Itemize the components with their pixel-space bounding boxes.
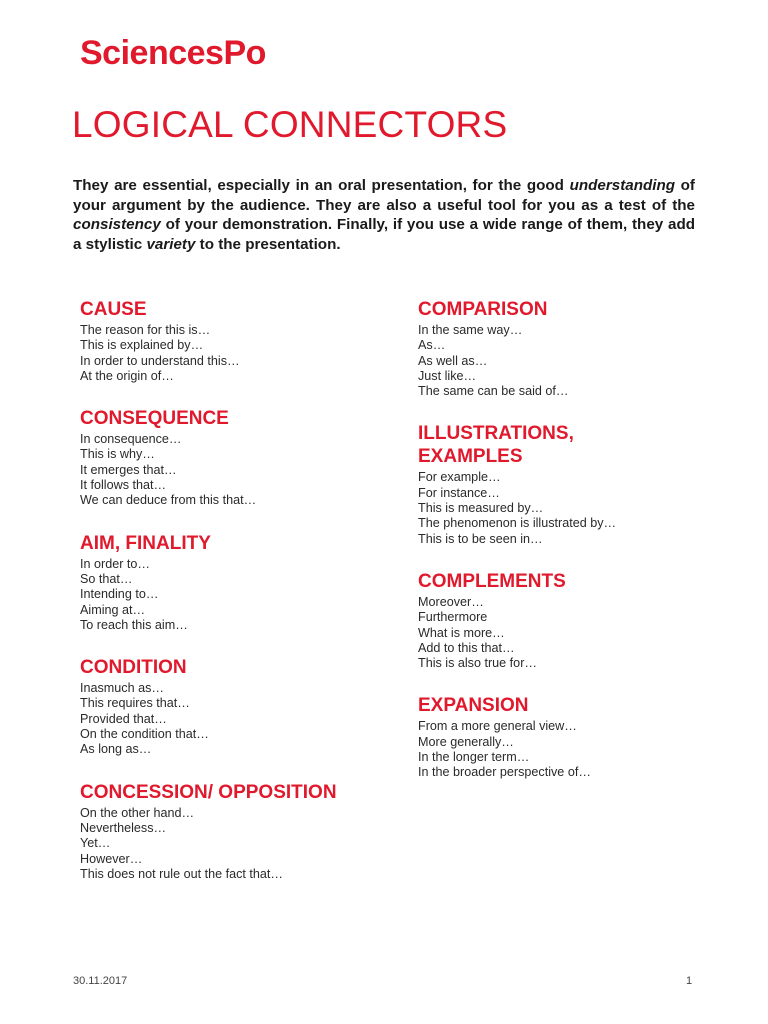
connector-list-comparison xyxy=(418,323,738,399)
list-item: We can deduce from this that… xyxy=(80,493,257,508)
list-item: At the origin of… xyxy=(80,368,174,383)
connector-list-condition xyxy=(80,681,400,757)
section-expansion xyxy=(418,694,738,780)
list-item: Aiming at… xyxy=(80,602,146,617)
page-title: LOGICAL CONNECTORS xyxy=(72,104,508,145)
connector-list-concession xyxy=(80,806,400,882)
section-cause xyxy=(80,298,400,384)
list-item: In order to understand this… xyxy=(80,353,240,368)
section-condition xyxy=(80,656,400,757)
intro-emphasis-consistency: consistency xyxy=(73,216,161,233)
list-item: This is to be seen in… xyxy=(418,531,543,546)
list-item: In the broader perspective of… xyxy=(418,765,591,780)
connector-list-complements xyxy=(418,595,738,671)
section-heading-consequence: CONSEQUENCE xyxy=(80,408,229,430)
list-item: In consequence… xyxy=(80,432,182,447)
list-item: However… xyxy=(80,851,143,866)
right-column xyxy=(418,298,738,781)
list-item: The phenomenon is illustrated by… xyxy=(418,516,617,531)
section-heading-condition: CONDITION xyxy=(80,657,187,679)
section-heading-aim: AIM, FINALITY xyxy=(80,532,211,554)
list-item: It emerges that… xyxy=(80,462,177,477)
connector-list-cause xyxy=(80,323,400,384)
section-complements xyxy=(418,570,738,671)
section-heading-concession: CONCESSION/ OPPOSITION xyxy=(80,781,337,803)
connector-list-expansion xyxy=(418,719,738,780)
list-item: More generally… xyxy=(418,734,514,749)
section-heading-expansion: EXPANSION xyxy=(418,695,529,717)
intro-text-1: They are essential, especially in an oral presentation, for the good xyxy=(73,177,570,194)
section-consequence xyxy=(80,407,400,508)
list-item: This requires that… xyxy=(80,696,190,711)
connector-list-illustrations xyxy=(418,470,738,546)
sciencespo-logo: SciencesPo xyxy=(80,34,266,72)
section-heading-illustrations: ILLUSTRATIONS, EXAMPLES xyxy=(418,423,574,468)
list-item: To reach this aim… xyxy=(80,617,188,632)
section-concession xyxy=(80,781,400,882)
list-item: The same can be said of… xyxy=(418,384,569,399)
list-item: In the same way… xyxy=(418,323,523,337)
section-heading-comparison: COMPARISON xyxy=(418,299,548,320)
list-item: The reason for this is… xyxy=(80,323,211,337)
intro-text-3: of your demonstration. Finally, if you use a wide range of them, they add a stylistic xyxy=(73,216,695,253)
list-item: For instance… xyxy=(418,485,500,500)
section-heading-cause: CAUSE xyxy=(80,299,147,320)
intro-text-4: to the presentation. xyxy=(195,235,341,253)
intro-paragraph xyxy=(73,176,695,254)
list-item: This is measured by… xyxy=(418,501,544,516)
section-heading-complements: COMPLEMENTS xyxy=(418,570,566,592)
footer-date: 30.11.2017 xyxy=(73,975,128,987)
connector-list-aim xyxy=(80,557,400,633)
list-item: It follows that… xyxy=(80,478,167,493)
intro-emphasis-understanding: understanding xyxy=(569,177,676,194)
list-item: Moreover… xyxy=(418,594,484,609)
list-item: Yet… xyxy=(80,836,111,851)
list-item: This does not rule out the fact that… xyxy=(80,866,284,881)
list-item: As… xyxy=(418,338,446,353)
list-item: Inasmuch as… xyxy=(80,681,164,696)
list-item: On the other hand… xyxy=(80,805,195,820)
list-item: Furthermore xyxy=(418,610,488,625)
list-item: Add to this that… xyxy=(418,640,515,655)
list-item: This is also true for… xyxy=(418,656,537,671)
list-item: This is explained by… xyxy=(80,338,204,353)
section-illustrations xyxy=(418,422,738,546)
list-item: As long as… xyxy=(80,742,152,757)
list-item: As well as… xyxy=(418,353,488,368)
list-item: Nevertheless… xyxy=(80,820,167,835)
list-item: On the condition that… xyxy=(80,727,209,742)
left-column xyxy=(80,298,400,882)
list-item: In order to… xyxy=(80,556,150,571)
list-item: For example… xyxy=(418,470,501,485)
list-item: This is why… xyxy=(80,447,155,462)
list-item: Intending to… xyxy=(80,587,159,602)
list-item: What is more… xyxy=(418,625,505,640)
list-item: Provided that… xyxy=(80,711,167,726)
section-comparison xyxy=(418,298,738,399)
list-item: In the longer term… xyxy=(418,750,530,765)
intro-text-2: of your argument by the audience. They are also a useful tool for you as a test of the xyxy=(73,177,695,214)
page-number: 1 xyxy=(686,975,693,987)
intro-emphasis-variety: variety xyxy=(146,235,196,253)
list-item: From a more general view… xyxy=(418,719,577,734)
connector-list-consequence xyxy=(80,432,400,508)
section-aim xyxy=(80,532,400,633)
list-item: So that… xyxy=(80,571,133,586)
list-item: Just like… xyxy=(418,368,477,383)
